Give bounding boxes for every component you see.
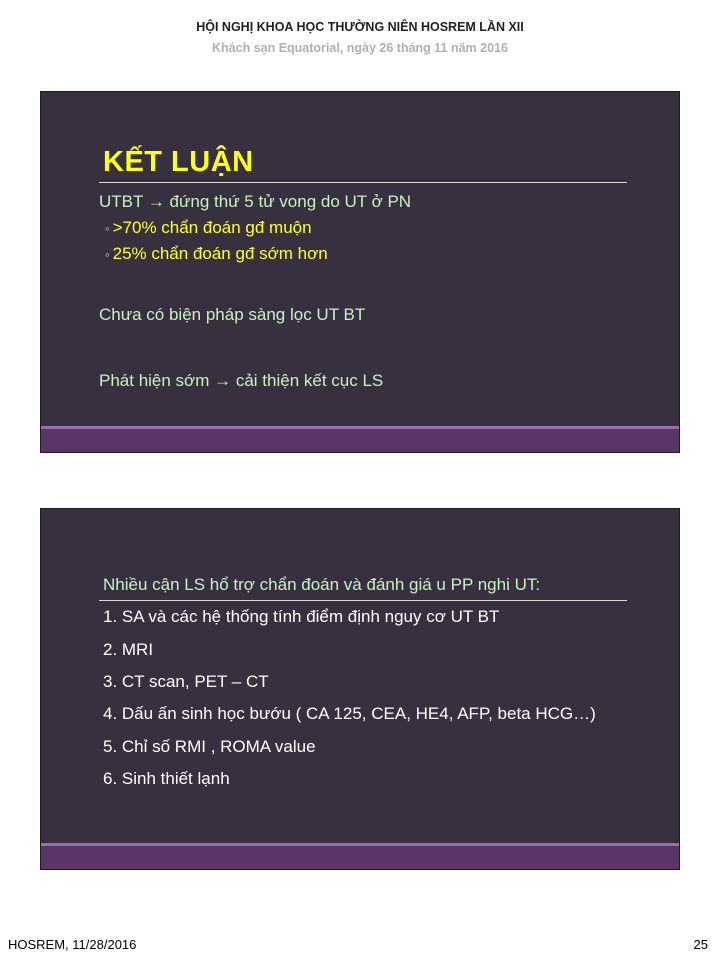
slide2-heading: Nhiều cận LS hổ trợ chẩn đoán và đánh giá u PP nghi UT: <box>103 575 541 594</box>
footer-date: HOSREM, 11/28/2016 <box>8 937 137 952</box>
page-number: 25 <box>693 937 708 952</box>
sub-bullet-2-text: 25% chẩn đoán gđ sớm hơn <box>112 244 328 263</box>
arrow-right-icon: → <box>214 371 232 390</box>
list-item: 2. MRI <box>103 640 154 659</box>
list-item: 6. Sinh thiết lạnh <box>103 769 230 788</box>
line1-subject: UTBT <box>99 192 144 211</box>
bullet-icon: ◦ <box>105 247 110 262</box>
list-item: 1. SA và các hệ thống tính điểm định nguy cơ UT BT <box>103 607 500 626</box>
arrow-right-icon: → <box>147 192 165 211</box>
slide-bottom-band <box>41 426 679 452</box>
sub-bullet-2 <box>105 244 328 264</box>
sub-bullet-1 <box>105 218 312 238</box>
slide-title: KẾT LUẬN <box>103 146 254 178</box>
list-item: 4. Dấu ấn sinh học bướu ( CA 125, CEA, HE4, AFP, beta HCG…) <box>103 704 596 723</box>
conclusion-line-2: Chưa có biện pháp sàng lọc UT BT <box>99 305 366 324</box>
line3-rest: cải thiện kết cục LS <box>235 371 384 390</box>
slide-bottom-band <box>41 843 679 869</box>
title-underline <box>99 182 627 183</box>
list-item: 5. Chỉ số RMI , ROMA value <box>103 737 316 756</box>
line1-rest: đứng thứ 5 tử vong do UT ở PN <box>169 192 412 211</box>
list-item: 3. CT scan, PET – CT <box>103 672 269 691</box>
header-subtitle: Khách sạn Equatorial, ngày 26 tháng 11 năm 2016 <box>212 41 508 55</box>
conclusion-line-1 <box>99 192 411 212</box>
line3-subject: Phát hiện sớm <box>99 371 210 390</box>
heading-underline <box>99 600 627 601</box>
conclusion-line-3 <box>99 371 383 391</box>
sub-bullet-1-text: >70% chẩn đoán gđ muộn <box>112 218 312 237</box>
header-title: HỘI NGHỊ KHOA HỌC THƯỜNG NIÊN HOSREM LẦN XII <box>196 20 524 34</box>
slide-conclusion <box>40 91 680 453</box>
bullet-icon: ◦ <box>105 221 110 236</box>
slide-diagnostics <box>40 508 680 870</box>
